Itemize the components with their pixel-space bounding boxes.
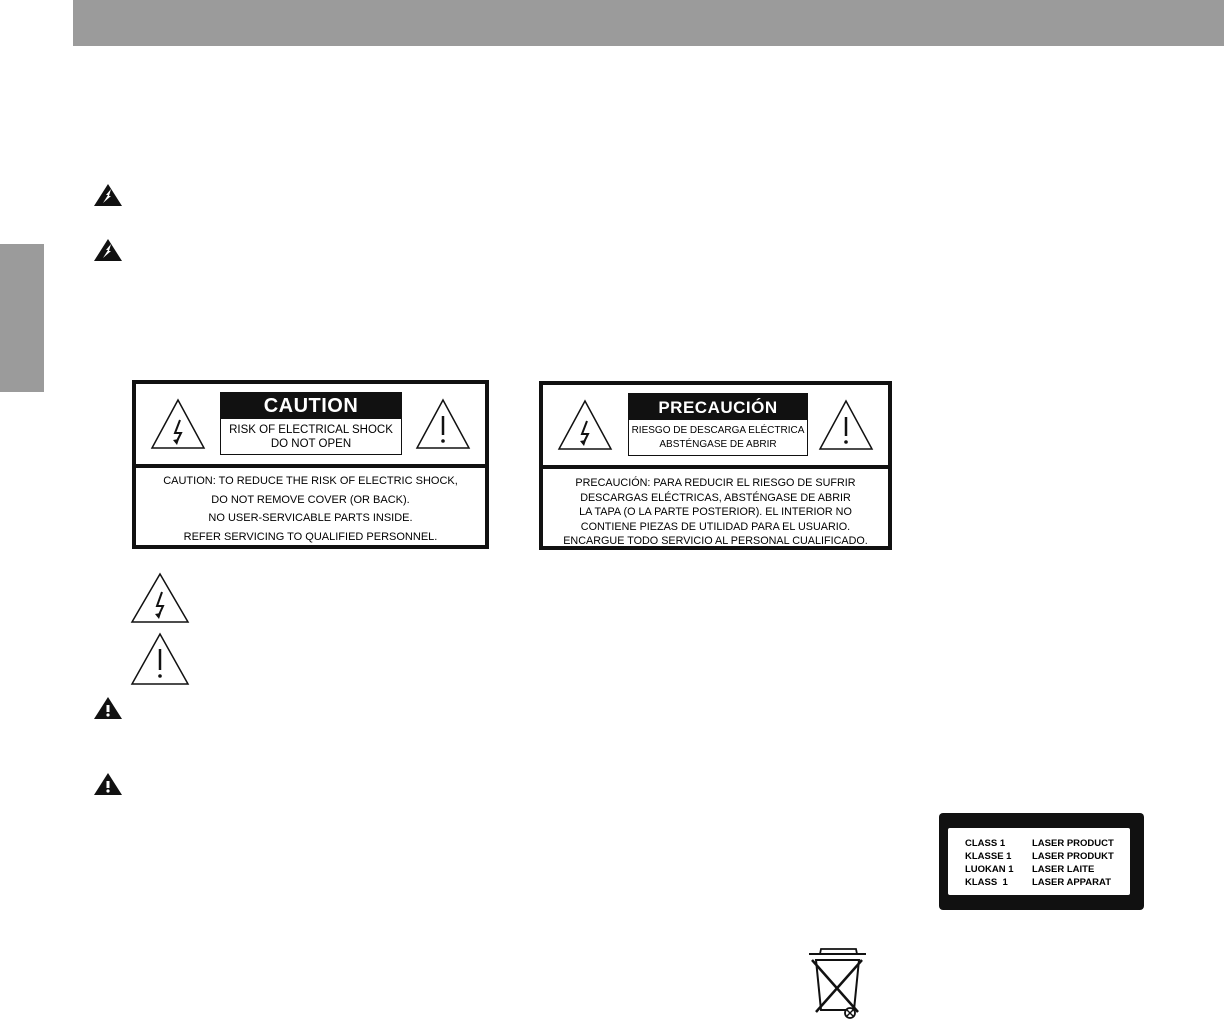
caution-title: CAUTION	[221, 393, 401, 419]
warning-icon	[93, 238, 123, 262]
laser-row	[965, 851, 1114, 862]
caution-label	[132, 380, 489, 549]
caution-sub-line: RISK OF ELECTRICAL SHOCK	[229, 424, 393, 436]
precaucion-body-line: PRECAUCIÓN: PARA REDUCIR EL RIESGO DE SUFRIR	[575, 477, 856, 489]
precaucion-body-line: LA TAPA (O LA PARTE POSTERIOR). EL INTERIOR NO	[579, 506, 852, 519]
precaucion-body-line: CONTIENE PIEZAS DE UTILIDAD PARA EL USUARIO.	[580, 520, 851, 533]
precaucion-head	[628, 393, 808, 456]
precaucion-body-line: DESCARGAS ELÉCTRICAS, ABSTÉNGASE DE ABRIR	[580, 491, 851, 504]
lightning-triangle-icon	[557, 399, 613, 451]
caution-body-line: NO USER-SERVICABLE PARTS INSIDE.	[208, 512, 413, 524]
label-divider	[543, 465, 888, 469]
caution-head	[220, 392, 402, 455]
caution-icon	[93, 696, 123, 720]
lightning-triangle-icon	[150, 398, 206, 450]
side-tab	[0, 244, 44, 392]
laser-product: LASER APPARAT	[1032, 877, 1111, 888]
header-band	[73, 0, 1224, 46]
laser-row	[965, 877, 1111, 888]
caution-body-line: DO NOT REMOVE COVER (OR BACK).	[211, 493, 410, 506]
laser-product: LASER PRODUCT	[1032, 838, 1114, 849]
laser-class: KLASSE 1	[965, 851, 1012, 862]
caution-body-line: CAUTION: TO REDUCE THE RISK OF ELECTRIC SHOCK,	[163, 475, 458, 487]
caution-icon	[93, 772, 123, 796]
precaucion-body-line: ENCARGUE TODO SERVICIO AL PERSONAL CUALIFICADO.	[563, 535, 868, 548]
caution-sub-line: DO NOT OPEN	[270, 438, 352, 450]
warning-icon	[93, 183, 123, 207]
laser-product: LASER LAITE	[1032, 864, 1095, 875]
laser-class: LUOKAN 1	[965, 864, 1014, 875]
precaucion-sub-line: RIESGO DE DESCARGA ELÉCTRICA	[631, 425, 805, 436]
laser-row	[965, 838, 1114, 849]
laser-class: CLASS 1	[965, 838, 1006, 849]
caution-body-line: REFER SERVICING TO QUALIFIED PERSONNEL.	[183, 530, 438, 543]
laser-product: LASER PRODUKT	[1032, 851, 1114, 862]
laser-class: KLASS 1	[965, 877, 1008, 888]
exclamation-triangle-icon	[130, 632, 190, 686]
precaucion-title: PRECAUCIÓN	[629, 394, 807, 420]
label-divider	[136, 464, 485, 468]
exclamation-triangle-icon	[818, 399, 874, 451]
exclamation-triangle-icon	[415, 398, 471, 450]
laser-row	[965, 864, 1094, 875]
lightning-triangle-icon	[130, 572, 190, 624]
precaucion-sub-line: ABSTÉNGASE DE ABRIR	[659, 439, 777, 450]
precaucion-body	[543, 474, 888, 549]
caution-body	[136, 472, 485, 546]
crossed-out-bin-icon	[806, 946, 870, 1020]
laser-product-label	[939, 813, 1144, 910]
precaucion-label	[539, 381, 892, 550]
